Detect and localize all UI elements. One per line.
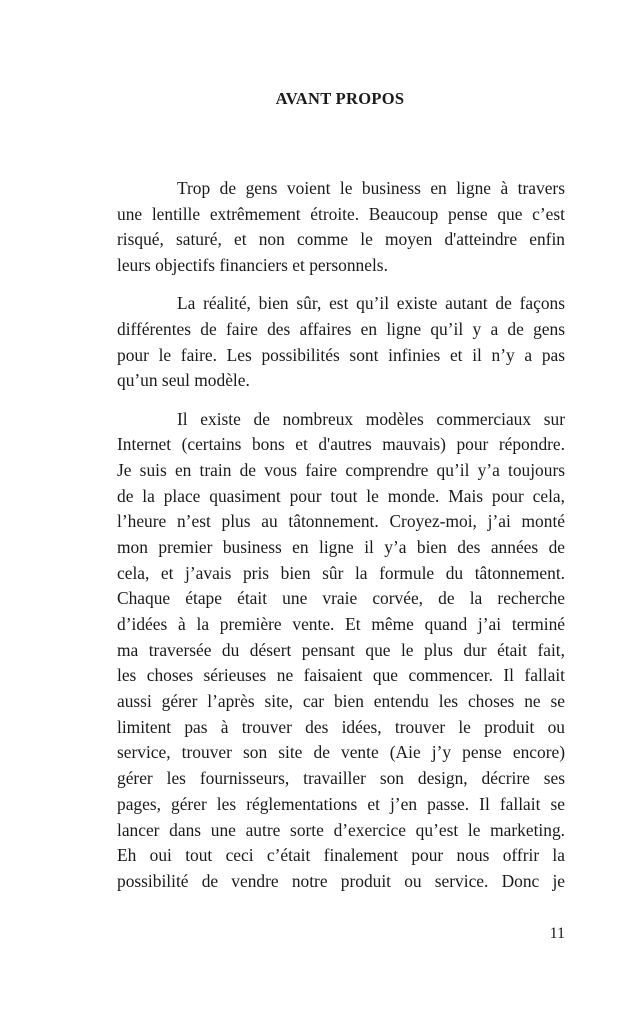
text-line: Il existe de nombreux modèles commerciaux sur bbox=[177, 408, 565, 429]
text-line: pour le faire. Les possibilités sont infinies et il n’y a pas bbox=[117, 344, 565, 365]
text-line: Eh oui tout ceci c’était finalement pour nous offrir la bbox=[117, 845, 565, 866]
text-line: risqué, saturé, et non comme le moyen d'atteindre enfin bbox=[117, 229, 565, 250]
text-line: d’idées à la première vente. Et même quand j’ai terminé bbox=[117, 614, 565, 634]
text-line: Internet (certains bons et d'autres mauvais) pour répondre. bbox=[117, 434, 565, 455]
text-line: mon premier business en ligne il y’a bien des années de bbox=[117, 536, 565, 557]
text-line: aussi gérer l’après site, car bien entendu les choses ne se bbox=[117, 691, 565, 712]
text-line: de la place quasiment pour tout le monde. Mais pour cela, bbox=[117, 485, 565, 506]
text-line: La réalité, bien sûr, est qu’il existe autant de façons bbox=[177, 293, 565, 314]
paragraph bbox=[117, 176, 565, 279]
text-line: les choses sérieuses ne faisaient que commencer. Il fallait bbox=[117, 665, 565, 686]
body-text bbox=[117, 176, 565, 907]
text-line: cela, et j’avais pris bien sûr la formule du tâtonnement. bbox=[117, 562, 565, 583]
page-number: 11 bbox=[549, 925, 565, 942]
text-line: service, trouver son site de vente (Aie j’y pense encore) bbox=[117, 742, 565, 763]
text-line: gérer les fournisseurs, travailler son design, décrire ses bbox=[117, 768, 565, 789]
text-line: l’heure n’est plus au tâtonnement. Croyez-moi, j’ai monté bbox=[117, 511, 565, 532]
text-line: lancer dans une autre sorte d’exercice qu’est le marketing. bbox=[117, 819, 565, 840]
paragraph bbox=[117, 291, 565, 394]
text-line: Je suis en train de vous faire comprendre qu’il y’a toujours bbox=[117, 459, 565, 480]
paragraph bbox=[117, 407, 565, 895]
text-line: ma traversée du désert pensant que le plus dur était fait, bbox=[117, 639, 565, 660]
text-line: différentes de faire des affaires en ligne qu’il y a de gens bbox=[117, 318, 565, 339]
text-line: qu’un seul modèle. bbox=[117, 370, 250, 391]
chapter-title: AVANT PROPOS bbox=[275, 89, 405, 108]
text-line: pages, gérer les réglementations et j’en passe. Il fallait se bbox=[117, 793, 565, 814]
text-line: Chaque étape était une vraie corvée, de la recherche bbox=[117, 588, 565, 609]
text-line: une lentille extrêmement étroite. Beaucoup pense que c’est bbox=[117, 203, 565, 224]
text-line: possibilité de vendre notre produit ou service. Donc je bbox=[117, 870, 565, 891]
text-line: Trop de gens voient le business en ligne à travers bbox=[177, 178, 565, 198]
text-line: limitent pas à trouver des idées, trouver le produit ou bbox=[117, 716, 565, 737]
text-line: leurs objectifs financiers et personnels. bbox=[117, 255, 388, 276]
